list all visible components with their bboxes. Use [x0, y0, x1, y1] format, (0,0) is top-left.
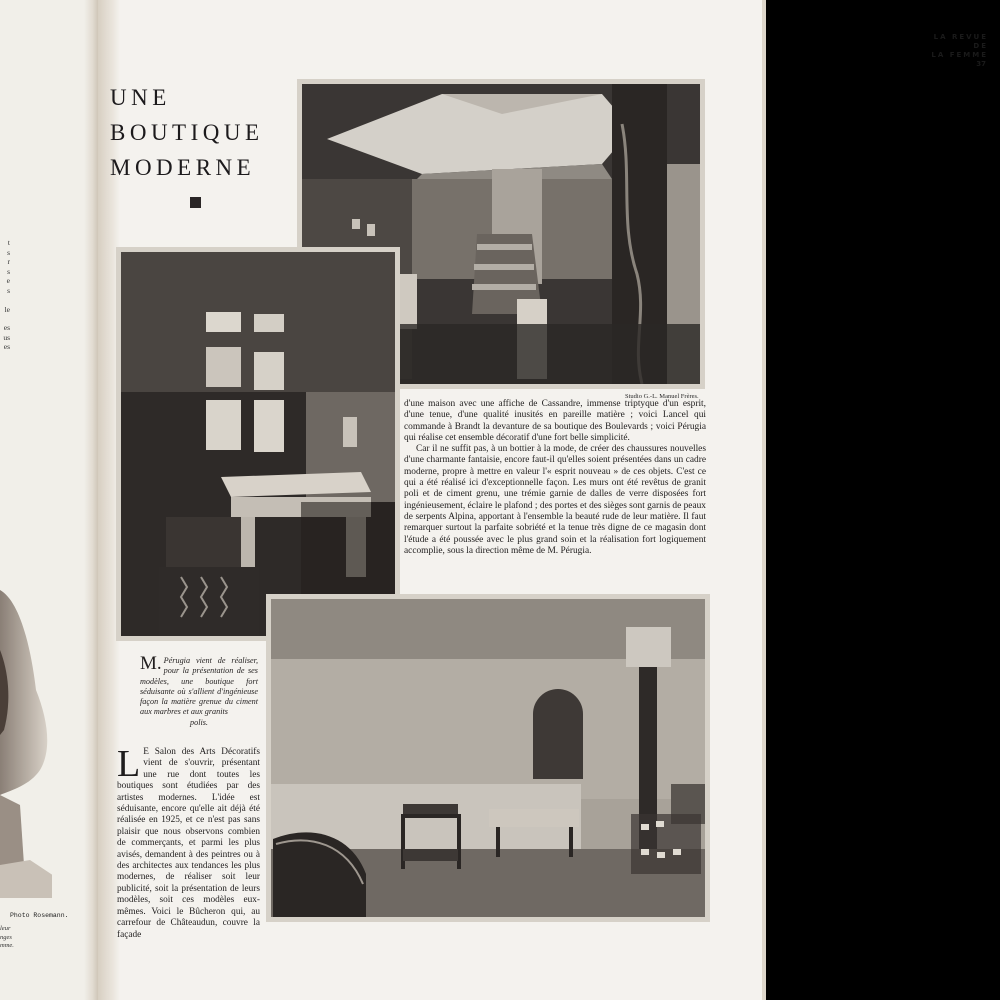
fragment: e: [6, 276, 10, 286]
page-edge: [762, 0, 766, 1000]
masthead-line: DE: [973, 42, 988, 50]
fragment: t: [7, 238, 10, 247]
paragraph: Car il ne suffit pas, à un bottier à la mode, de créer des chaussures nouvelles d'une charmante fantaisie, encore faut-il qu'elles soient présentées dans un cadre moderne, propre à mettre en valeur l'« esprit nouveau » de ces objets. C'est ce qui a été réalisé ici d'exceptionnelle façon. Les murs ont été revêtus de granit poli et de ciment grenu, une trémie garnie de dalles de verre disposées fort ingénieusement, éclaire le plafond ; des portes et des sièges sont garnis de peaux de serpents Alpina, apportant à l'ensemble la beauté rude de leur matière. Il faut remarquer surtout la parfaite sobriété et la tenue très digne de ce magasin dont l'étude a été poussée avec le plus grand soin et la réalisation fort logiquement accomplie, sous la direction même de M. Pérugia.: [404, 444, 706, 556]
page-number: 37: [976, 60, 986, 68]
title-line: MODERNE: [110, 155, 256, 180]
photo-fitting-room: [266, 594, 710, 922]
left-photo-credit: Photo Rosemann.: [10, 912, 69, 919]
square-ornament-icon: [190, 197, 201, 208]
caption-last-word: polis.: [190, 717, 208, 727]
title-line: BOUTIQUE: [110, 120, 264, 145]
photo-image: [271, 599, 705, 917]
article-continuation: [404, 399, 706, 557]
fragment: es: [3, 323, 10, 333]
fragment: le: [4, 304, 10, 314]
article-body: [117, 743, 260, 941]
fragment: mme.: [0, 942, 14, 949]
caption-text: Pérugia vient de réaliser, pour la présentation de ses modèles, une boutique fort séduisante où s'allient d'ingénieuse façon la matière grenue du ciment aux marbres et aux granits: [140, 656, 258, 717]
fragment: leur: [0, 925, 11, 932]
article-title: [110, 80, 264, 185]
left-caption-fragments: [0, 925, 16, 951]
fragment: us: [3, 332, 10, 342]
photo-image: [121, 252, 395, 636]
masthead-line: LA REVUE: [933, 33, 988, 41]
fragment: s: [7, 285, 10, 295]
fragment: r: [7, 257, 10, 267]
photo-caption: [140, 653, 258, 728]
fragment: s: [7, 266, 10, 276]
photo-office-window: [116, 247, 400, 641]
masthead: [888, 33, 988, 60]
paragraph: d'une maison avec une affiche de Cassandre, immense triptyque d'un esprit, d'une tenue, d'une qualité inusités en pareille matière ; voici Lancel qui commande à Brandt la devanture de sa boutique des Boulevards ; voici Pérugia qui réalise cet ensemble décoratif d'une fort belle simplicité.: [404, 399, 706, 443]
statue-photo: [0, 580, 52, 900]
page-fold: [84, 0, 98, 1000]
fragment: s: [7, 247, 10, 257]
masthead-line: LA FEMME: [931, 51, 988, 59]
left-page-text-fragments: [0, 238, 10, 352]
title-line: UNE: [110, 85, 171, 110]
drop-cap: M.: [140, 653, 162, 674]
photo-credit: Studio G.-L. Manuel Frères.: [625, 393, 699, 400]
fragment: es: [3, 342, 10, 352]
body-text: E Salon des Arts Décoratifs vient de s'ouvrir, présentant une rue dont toutes les boutiques sont étudiées par des artistes modernes. L'idée est séduisante, encore qu'elle ait déjà été réalisée en 1925, et ce n'est pas sans plaisir que nous observons combien de commerçants, et parmi les plus avisés, demandent à des peintres ou à des architectes aux tendances les plus modernes, de réaliser soit leur publicité, soit la présentation de leurs modèles, soit ces modèles eux-mêmes. Voici le Bûcheron qui, au carrefour de Châteaudun, couvre la façade: [117, 747, 260, 940]
drop-cap: L: [117, 743, 141, 785]
fragment: nges: [0, 933, 12, 941]
